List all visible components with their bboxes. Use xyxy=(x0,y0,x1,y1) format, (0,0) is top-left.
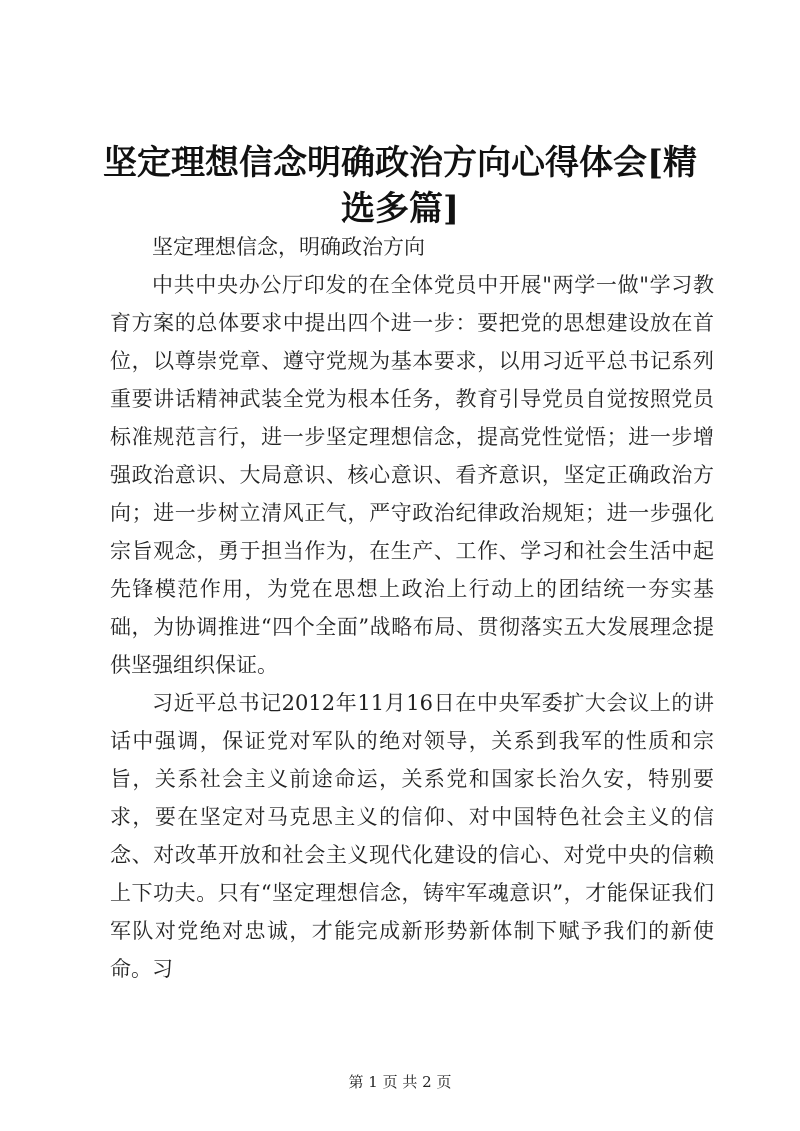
document-body xyxy=(110,228,714,988)
page-footer: 第 1 页 共 2 页 xyxy=(348,1073,452,1091)
paragraph-2: 习近平总书记2012年11月16日在中央军委扩大会议上的讲话中强调，保证党对军队的绝对领导，关系到我军的性质和宗旨，关系社会主义前途命运，关系党和国家长治久安，特别要求，要在坚定对马克思主义的信仰、对中国特色社会主义的信念、对改革开放和社会主义现代化建设的信心、对党中央的信赖上下功夫。只有“坚定理想信念，铸牢军魂意识”，才能保证我们军队对党绝对忠诚，才能完成新形势新体制下赋予我们的新使命。习 xyxy=(110,691,714,981)
paragraph-1: 中共中央办公厅印发的在全体党员中开展"两学一做"学习教育方案的总体要求中提出四个进一步：要把党的思想建设放在首位，以尊崇党章、遵守党规为基本要求，以用习近平总书记系列重要讲话精神武装全党为根本任务，教育引导党员自觉按照党员标准规范言行，进一步坚定理想信念，提高党性觉悟；进一步增强政治意识、大局意识、核心意识、看齐意识，坚定正确政治方向；进一步树立清风正气，严守政治纪律政治规矩；进一步强化宗旨观念，勇于担当作为，在生产、工作、学习和社会生活中起先锋模范作用，为党在思想上政治上行动上的团结统一夯实基础，为协调推进“四个全面”战略布局、贯彻落实五大发展理念提供坚强组织保证。 xyxy=(110,273,714,677)
paragraph-subtitle: 坚定理想信念，明确政治方向 xyxy=(152,235,425,259)
document-title: 坚定理想信念明确政治方向心得体会[精选多篇] xyxy=(102,143,698,229)
